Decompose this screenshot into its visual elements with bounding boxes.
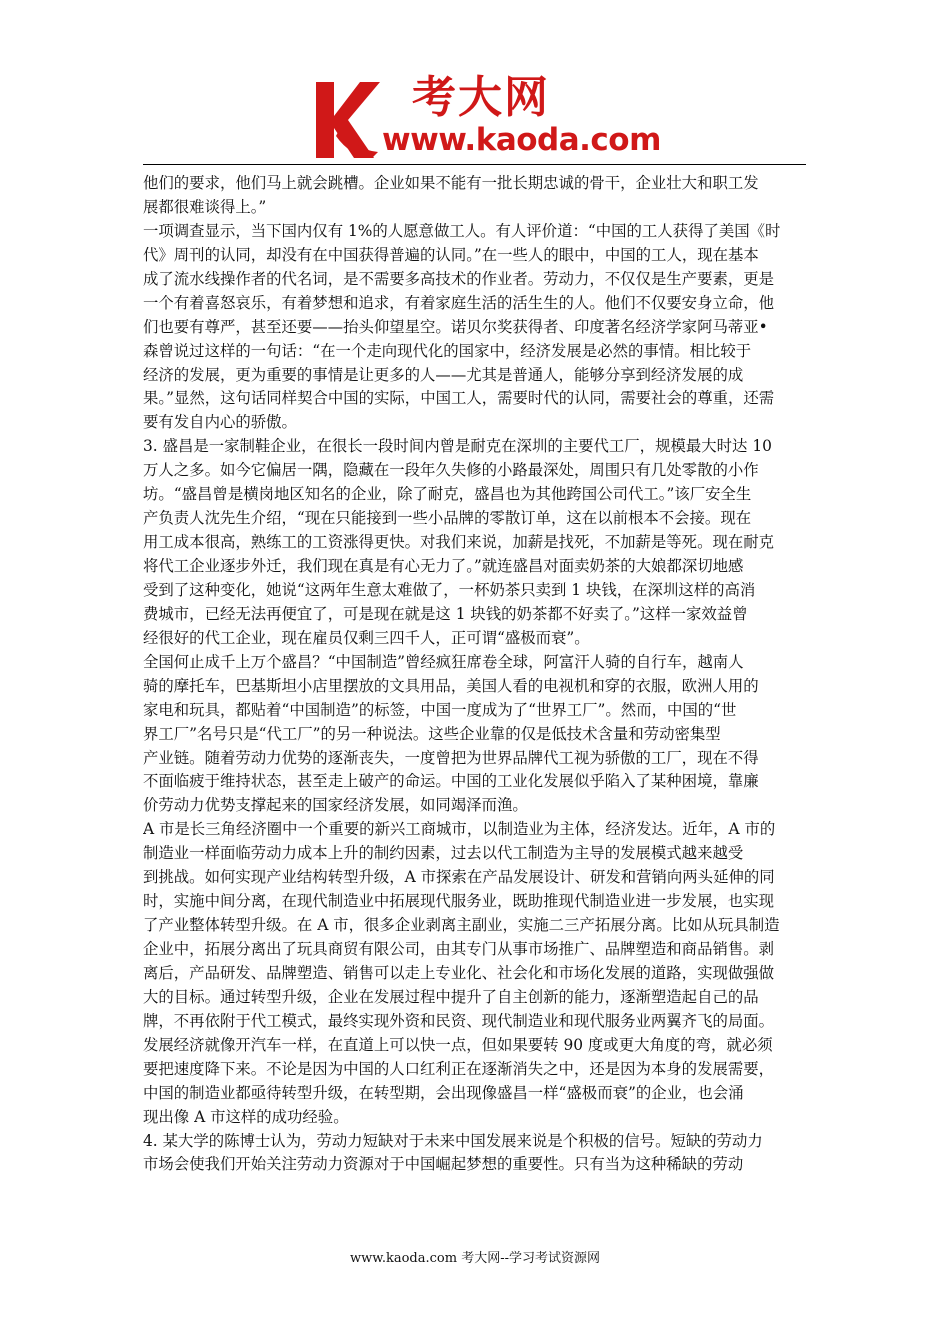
header-divider — [143, 164, 806, 165]
text-line: 了产业整体转型升级。在 A 市，很多企业剥离主副业，实施二三产拓展分离。比如从玩具制造 — [143, 916, 780, 935]
text-line: 到挑战。如何实现产业结构转型升级，A 市探索在产品发展设计、研发和营销向两头延伸的同 — [143, 868, 775, 887]
text-line: 4. 某大学的陈博士认为，劳动力短缺对于未来中国发展来说是个积极的信号。短缺的劳动力 — [143, 1131, 763, 1150]
text-line: 万人之多。如今它偏居一隅，隐藏在一段年久失修的小路最深处，周围只有几处零散的小作 — [143, 461, 759, 480]
text-line: 离后，产品研发、品牌塑造、销售可以走上专业化、社会化和市场化发展的道路，实现做强做 — [143, 963, 775, 982]
text-line: 界工厂”名号只是“代工厂”的另一种说法。这些企业靠的仅是低技术含量和劳动密集型 — [143, 724, 721, 743]
text-line: 们也要有尊严，甚至还要——抬头仰望星空。诺贝尔奖获得者、印度著名经济学家阿马蒂亚• — [143, 317, 768, 336]
text-line: 要把速度降下来。不论是因为中国的人口红利正在逐渐消失之中，还是因为本身的发展需要， — [143, 1059, 775, 1078]
text-line: 产负责人沈先生介绍，“现在只能接到一些小品牌的零散订单，这在以前根本不会接。现在 — [143, 509, 752, 528]
text-line: 3. 盛昌是一家制鞋企业，在很长一段时间内曾是耐克在深圳的主要代工厂，规模最大时达 10 — [143, 437, 772, 456]
text-line: 要有发自内心的骄傲。 — [143, 413, 297, 432]
text-line: 时，实施中间分离，在现代制造业中拓展现代服务业，既助推现代制造业进一步发展，也实现 — [143, 892, 775, 911]
text-line: 成了流水线操作者的代名词，是不需要多高技术的作业者。劳动力，不仅仅是生产要素，更是 — [143, 269, 775, 288]
text-line: 全国何止成千上万个盛昌？“中国制造”曾经疯狂席卷全球，阿富汗人骑的自行车，越南人 — [143, 652, 744, 671]
text-line: 代》周刊的认同，却没有在中国获得普遍的认同。”在一些人的眼中，中国的工人，现在基本 — [143, 245, 759, 264]
logo-chinese-name: 考大网 — [412, 72, 550, 123]
text-line: 展都很难谈得上。” — [143, 197, 267, 216]
text-line: 发展经济就像开汽车一样，在直道上可以快一点，但如果要转 90 度或更大角度的弯，就必须 — [143, 1035, 773, 1054]
text-line: 企业中，拓展分离出了玩具商贸有限公司，由其专门从事市场推广、品牌塑造和商品销售。剥 — [143, 940, 775, 958]
site-logo[interactable] — [312, 72, 661, 162]
text-line: 产业链。随着劳动力优势的逐渐丧失，一度曾把为世界品牌代工视为骄傲的工厂，现在不得 — [143, 748, 759, 767]
text-line: 受到了这种变化，她说“这两年生意太难做了，一杯奶茶只卖到 1 块钱，在深圳这样的高消 — [143, 580, 756, 599]
text-line: 不面临疲于维持状态，甚至走上破产的命运。中国的工业化发展似乎陷入了某种困境，靠廉 — [143, 772, 759, 791]
text-line: 他们的要求，他们马上就会跳槽。企业如果不能有一批长期忠诚的骨干，企业壮大和职工发 — [143, 174, 759, 192]
text-line: 将代工企业逐步外迁，我们现在真是有心无力了。”就连盛昌对面卖奶茶的大娘都深切地感 — [143, 557, 744, 575]
article-body — [143, 172, 808, 1177]
text-line: 果。”显然，这句话同样契合中国的实际，中国工人，需要时代的认同，需要社会的尊重，还需 — [143, 389, 775, 408]
text-line: 用工成本很高，熟练工的工资涨得更快。对我们来说，加薪是找死，不加薪是等死。现在耐克 — [143, 533, 775, 552]
logo-k-mark-icon — [312, 80, 382, 160]
page-footer: www.kaoda.com 考大网--学习考试资源网 — [350, 1251, 600, 1266]
text-line: 一项调查显示，当下国内仅有 1%的人愿意做工人。有人评价道：“中国的工人获得了美国《时 — [143, 221, 781, 240]
text-line: 经很好的代工企业，现在雇员仅剩三四千人，正可谓“盛极而衰”。 — [143, 628, 590, 647]
text-line: 坊。“盛昌曾是横岗地区知名的企业，除了耐克，盛昌也为其他跨国公司代工。”该厂安全生 — [143, 485, 752, 504]
text-line: 市场会使我们开始关注劳动力资源对于中国崛起梦想的重要性。只有当为这种稀缺的劳动 — [143, 1155, 744, 1174]
text-line: 家电和玩具，都贴着“中国制造”的标签，中国一度成为了“世界工厂”。然而，中国的“世 — [143, 700, 737, 719]
text-line: 价劳动力优势支撑起来的国家经济发展，如同竭泽而渔。 — [143, 796, 528, 815]
text-line: 制造业一样面临劳动力成本上升的制约因素，过去以代工制造为主导的发展模式越来越受 — [143, 844, 744, 863]
text-line: 一个有着喜怒哀乐，有着梦想和追求，有着家庭生活的活生生的人。他们不仅要安身立命，他 — [143, 293, 775, 312]
text-line: 费城市，已经无法再便宜了，可是现在就是这 1 块钱的奶茶都不好卖了。”这样一家效益曾 — [143, 604, 748, 623]
text-line: 森曾说过这样的一句话：“在一个走向现代化的国家中，经济发展是必然的事情。相比较于 — [143, 341, 752, 360]
text-line: A 市是长三角经济圈中一个重要的新兴工商城市，以制造业为主体，经济发达。近年，A 市的 — [143, 820, 776, 839]
text-line: 中国的制造业都亟待转型升级，在转型期，会出现像盛昌一样“盛极而衰”的企业，也会涌 — [143, 1083, 744, 1102]
text-line: 大的目标。通过转型升级，企业在发展过程中提升了自主创新的能力，逐渐塑造起自己的品 — [143, 987, 759, 1006]
text-line: 现出像 A 市这样的成功经验。 — [143, 1107, 349, 1126]
text-line: 经济的发展，更为重要的事情是让更多的人——尤其是普通人，能够分享到经济发展的成 — [143, 365, 744, 384]
text-line: 骑的摩托车，巴基斯坦小店里摆放的文具用品，美国人看的电视机和穿的衣服，欧洲人用的 — [143, 676, 759, 695]
text-line: 牌，不再依附于代工模式，最终实现外资和民资、现代制造业和现代服务业两翼齐飞的局面。 — [143, 1011, 775, 1030]
logo-url: www.kaoda.com — [382, 122, 661, 158]
